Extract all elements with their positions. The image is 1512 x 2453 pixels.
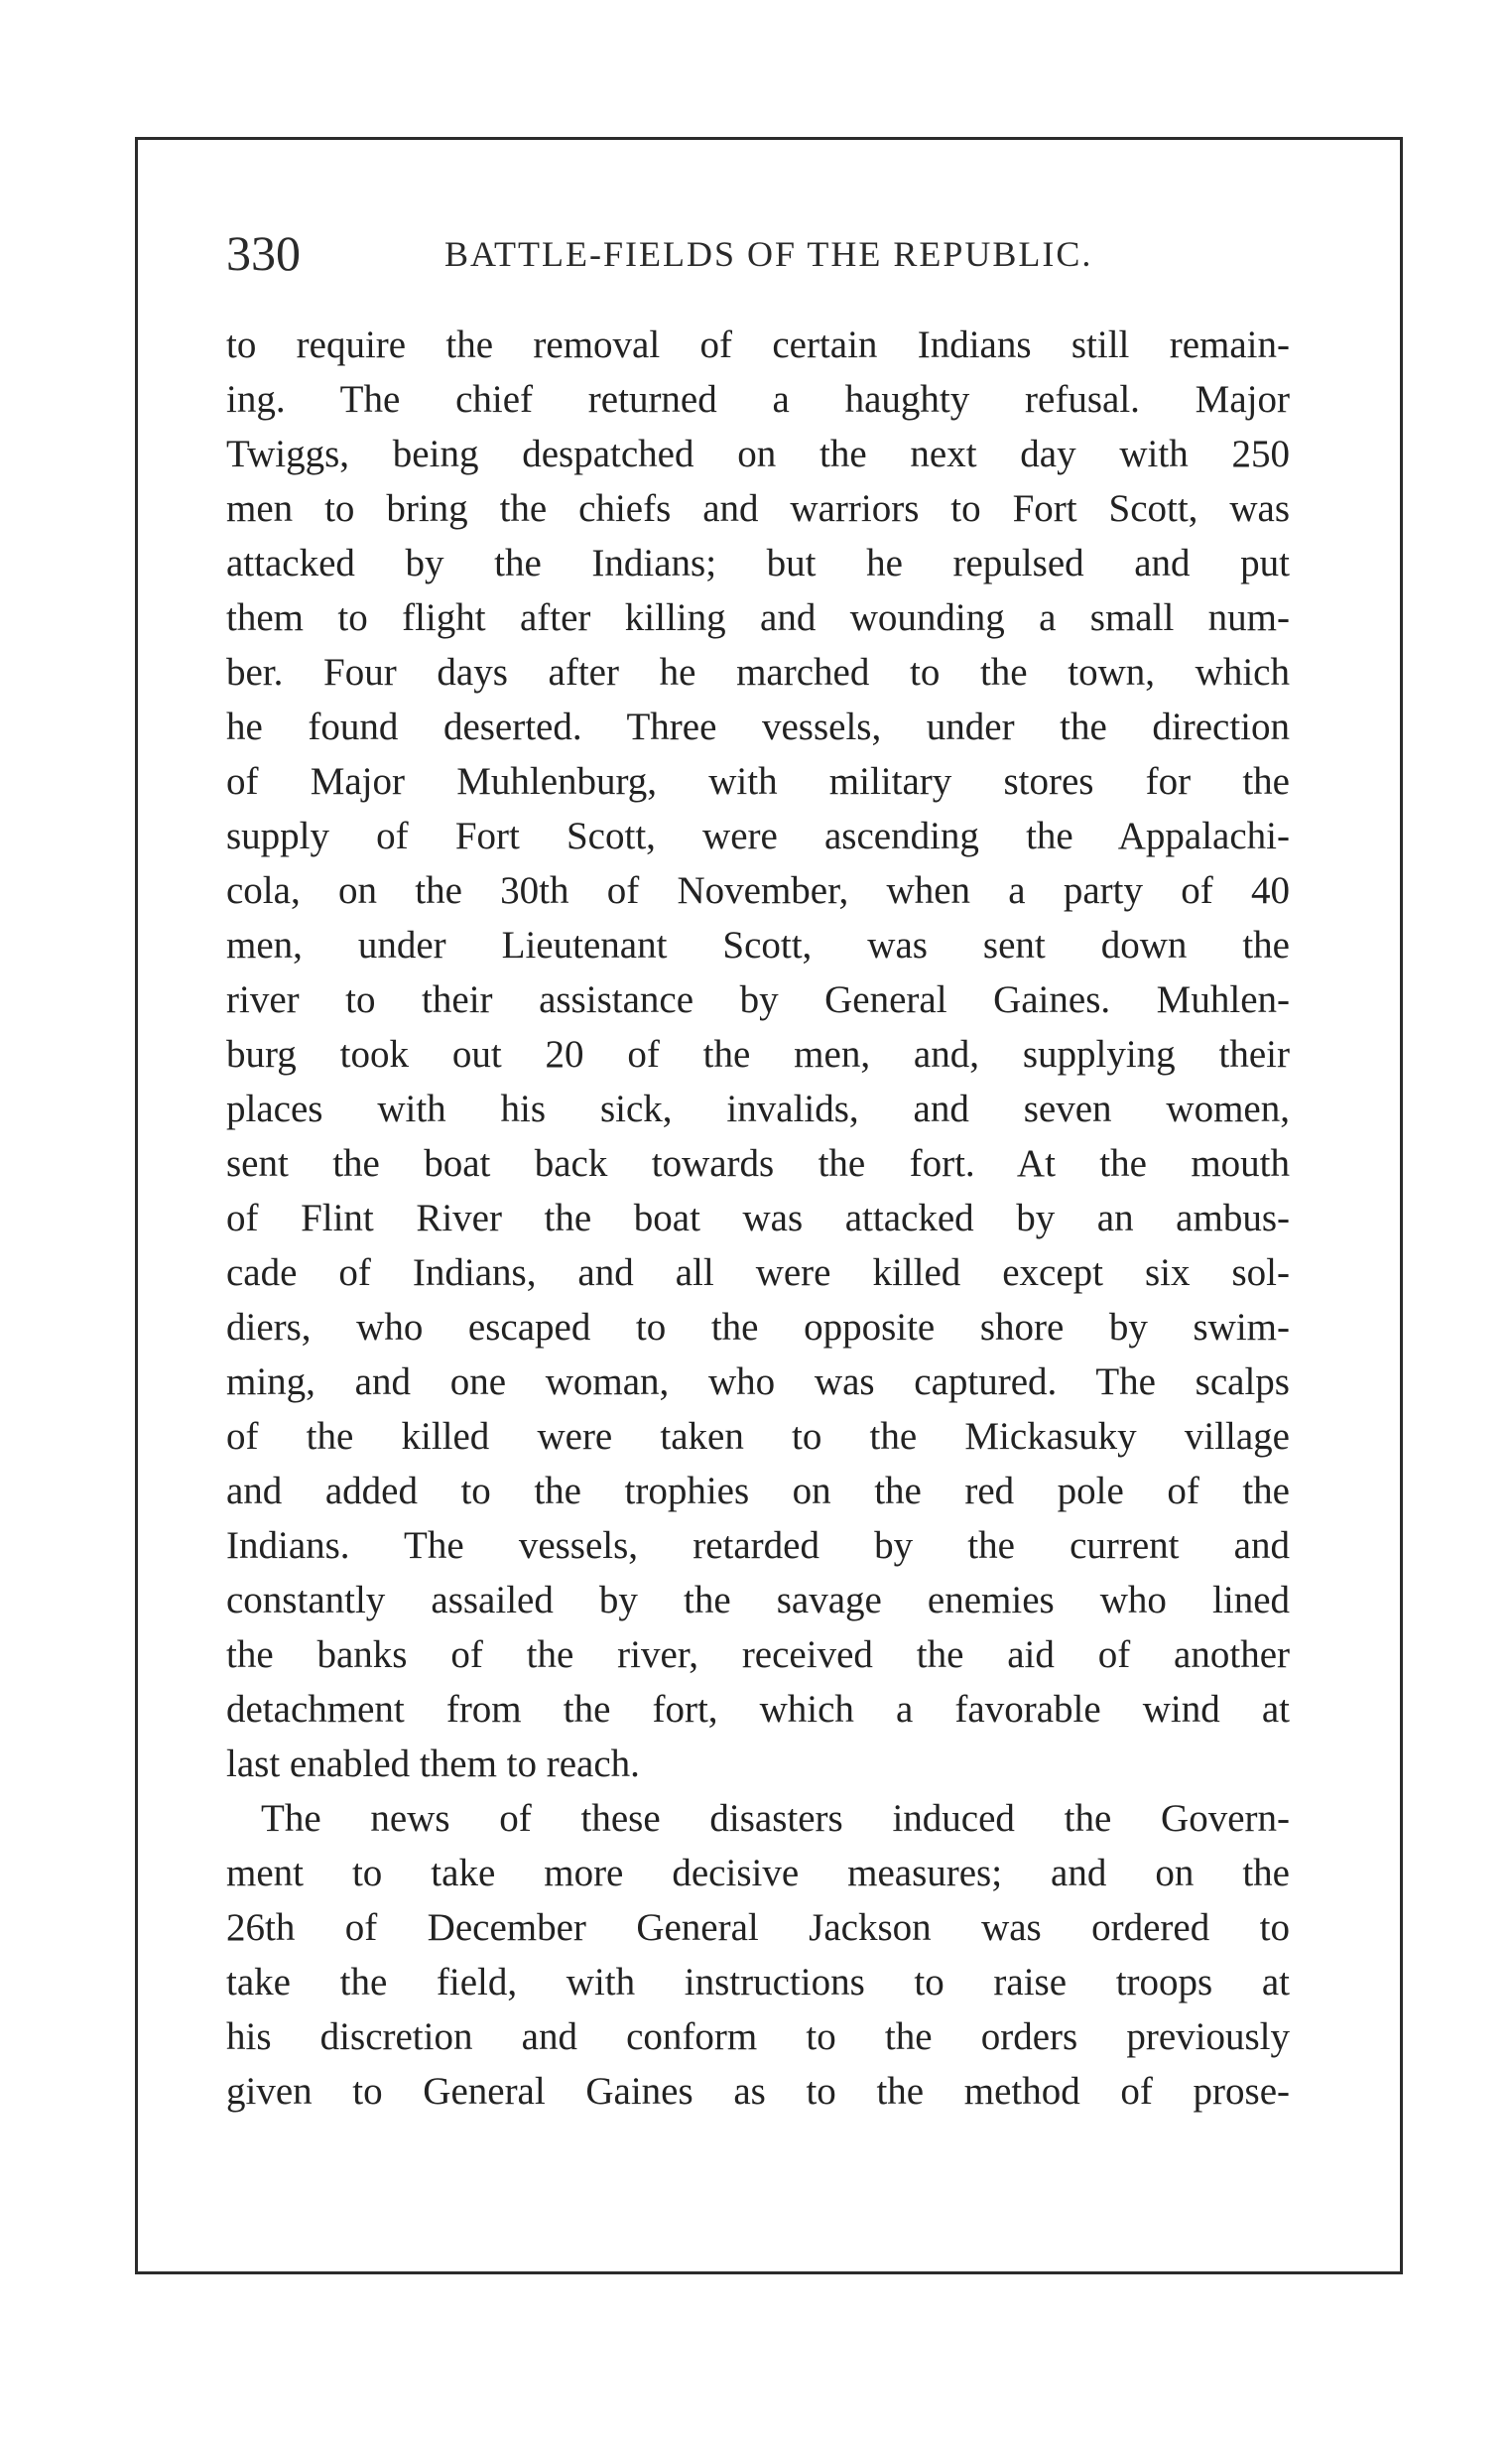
body-text — [226, 318, 1290, 2119]
text-line: supply of Fort Scott, were ascending the Appalachi- — [226, 815, 1290, 857]
text-line: ber. Four days after he marched to the town, which — [226, 651, 1290, 694]
text-line: to require the removal of certain Indians still remain- — [226, 323, 1290, 366]
text-line: of Flint River the boat was attacked by an ambus- — [226, 1197, 1290, 1239]
text-line: 26th of December General Jackson was ordered to — [226, 1906, 1290, 1949]
text-line: of the killed were taken to the Mickasuky village — [226, 1415, 1290, 1458]
text-line: diers, who escaped to the opposite shore by swim- — [226, 1306, 1290, 1349]
page-header — [226, 226, 1288, 296]
text-line: The news of these disasters induced the Govern- — [261, 1797, 1290, 1840]
text-line: men, under Lieutenant Scott, was sent down the — [226, 924, 1290, 967]
text-line: places with his sick, invalids, and seven women, — [226, 1088, 1290, 1130]
text-line: the banks of the river, received the aid of another — [226, 1633, 1290, 1676]
text-line: and added to the trophies on the red pole of the — [226, 1470, 1290, 1512]
text-line: cade of Indians, and all were killed except six sol- — [226, 1251, 1290, 1294]
text-line: attacked by the Indians; but he repulsed and put — [226, 542, 1290, 584]
page-number: 330 — [226, 225, 301, 281]
text-line: of Major Muhlenburg, with military stores for the — [226, 760, 1290, 803]
text-line: burg took out 20 of the men, and, supplying their — [226, 1033, 1290, 1076]
text-line: his discretion and conform to the orders previously — [226, 2015, 1290, 2058]
text-line: Twiggs, being despatched on the next day with 250 — [226, 433, 1290, 475]
text-line: river to their assistance by General Gaines. Muhlen- — [226, 978, 1290, 1021]
text-line: ming, and one woman, who was captured. The scalps — [226, 1360, 1290, 1403]
text-line: Indians. The vessels, retarded by the current and — [226, 1524, 1290, 1567]
text-line: men to bring the chiefs and warriors to Fort Scott, was — [226, 487, 1290, 530]
text-line: constantly assailed by the savage enemies who lined — [226, 1579, 1290, 1621]
text-line: them to flight after killing and wounding a small num- — [226, 596, 1290, 639]
text-line: detachment from the fort, which a favorable wind at — [226, 1688, 1290, 1731]
text-line: he found deserted. Three vessels, under the direction — [226, 706, 1290, 748]
text-line: ing. The chief returned a haughty refusal. Major — [226, 378, 1290, 421]
text-line: ment to take more decisive measures; and on the — [226, 1852, 1290, 1894]
text-line: given to General Gaines as to the method of prose- — [226, 2070, 1290, 2113]
text-line: sent the boat back towards the fort. At the mouth — [226, 1142, 1290, 1185]
text-line: take the field, with instructions to raise troops at — [226, 1961, 1290, 2003]
running-title: BATTLE-FIELDS OF THE REPUBLIC. — [444, 234, 1093, 274]
text-line: cola, on the 30th of November, when a party of 40 — [226, 869, 1290, 912]
text-line: last enabled them to reach. — [226, 1743, 640, 1785]
